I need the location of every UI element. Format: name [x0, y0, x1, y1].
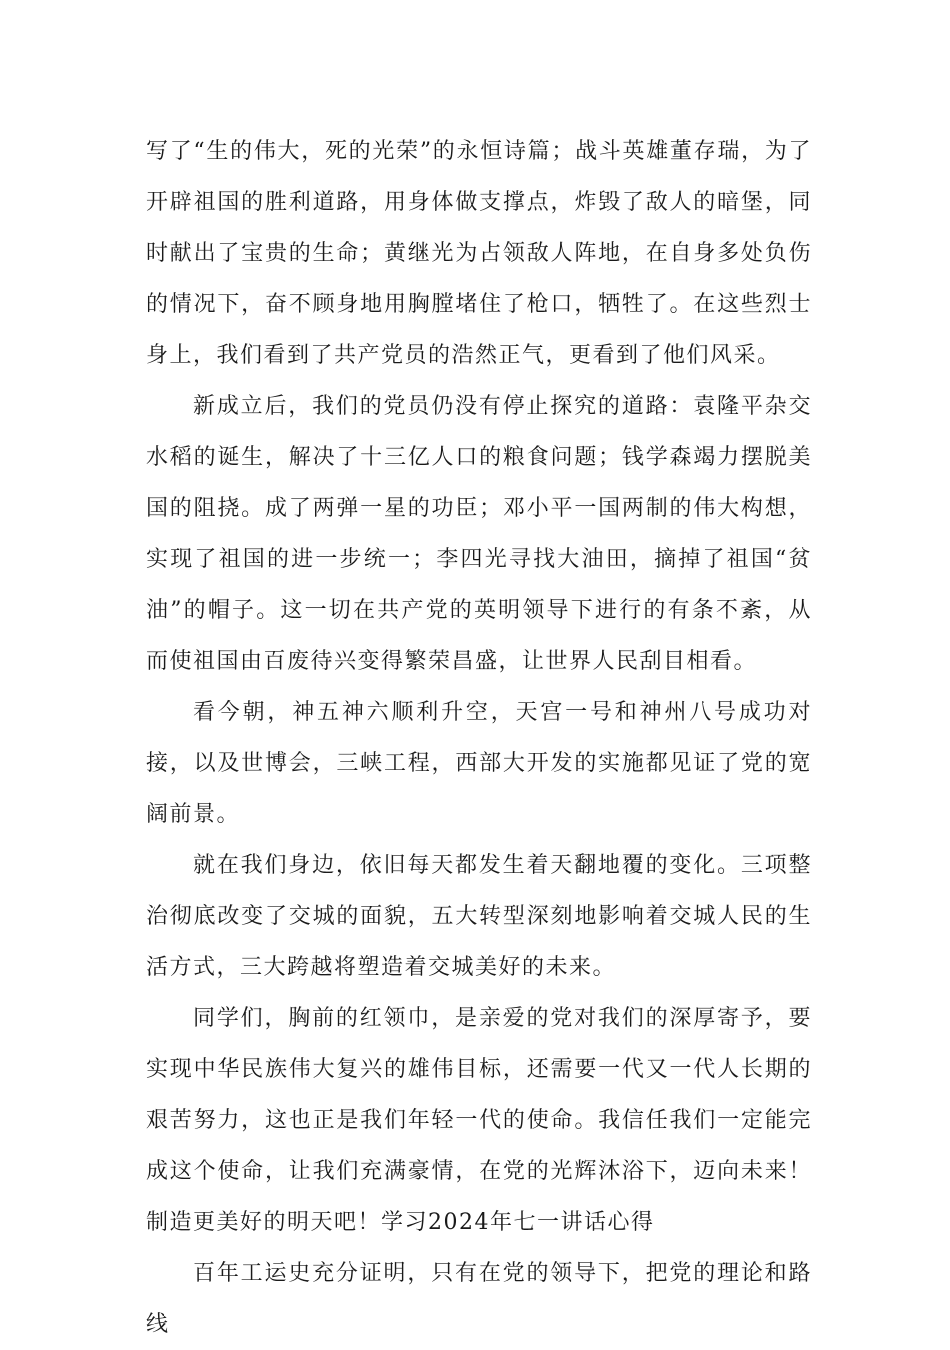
paragraph-4: 就在我们身边，依旧每天都发生着天翻地覆的变化。三项整治彻底改变了交城的面貌，五大转型深刻地影响着交城人民的生活方式，三大跨越将塑造着交城美好的未来。 — [146, 853, 812, 980]
paragraph-1: 写了“生的伟大，死的光荣”的永恒诗篇；战斗英雄董存瑞，为了开辟祖国的胜利道路，用身体做支撑点，炸毁了敌人的暗堡，同时献出了宝贵的生命；黄继光为占领敌人阵地，在自身多处负伤的情况下，奋不顾身地用胸膛堵住了枪口，牺牲了。在这些烈士身上，我们看到了共产党员的浩然正气，更看到了他们风采。 — [146, 139, 812, 368]
paragraph-2: 新成立后，我们的党员仍没有停止探究的道路：袁隆平杂交水稻的诞生，解决了十三亿人口的粮食问题；钱学森竭力摆脱美国的阻挠。成了两弹一星的功臣；邓小平一国两制的伟大构想，实现了祖国的进一步统一；李四光寻找大油田，摘掉了祖国“贫油”的帽子。这一切在共产党的英明领导下进行的有条不紊，从而使祖国由百废待兴变得繁荣昌盛，让世界人民刮目相看。 — [146, 394, 812, 674]
paragraph-5: 同学们，胸前的红领巾，是亲爱的党对我们的深厚寄予，要实现中华民族伟大复兴的雄伟目标，还需要一代又一代人长期的艰苦努力，这也正是我们年轻一代的使命。我信任我们一定能完成这个使命，让我们充满豪情，在党的光辉沐浴下，迈向未来！制造更美好的明天吧！学习2024年七一讲话心得 — [146, 1006, 812, 1235]
paragraph-3: 看今朝，神五神六顺利升空，天宫一号和神州八号成功对接，以及世博会，三峡工程，西部大开发的实施都见证了党的宽阔前景。 — [146, 700, 812, 827]
document-body — [146, 126, 812, 1350]
paragraph-6: 百年工运史充分证明，只有在党的领导下，把党的理论和路线 — [146, 1261, 812, 1337]
